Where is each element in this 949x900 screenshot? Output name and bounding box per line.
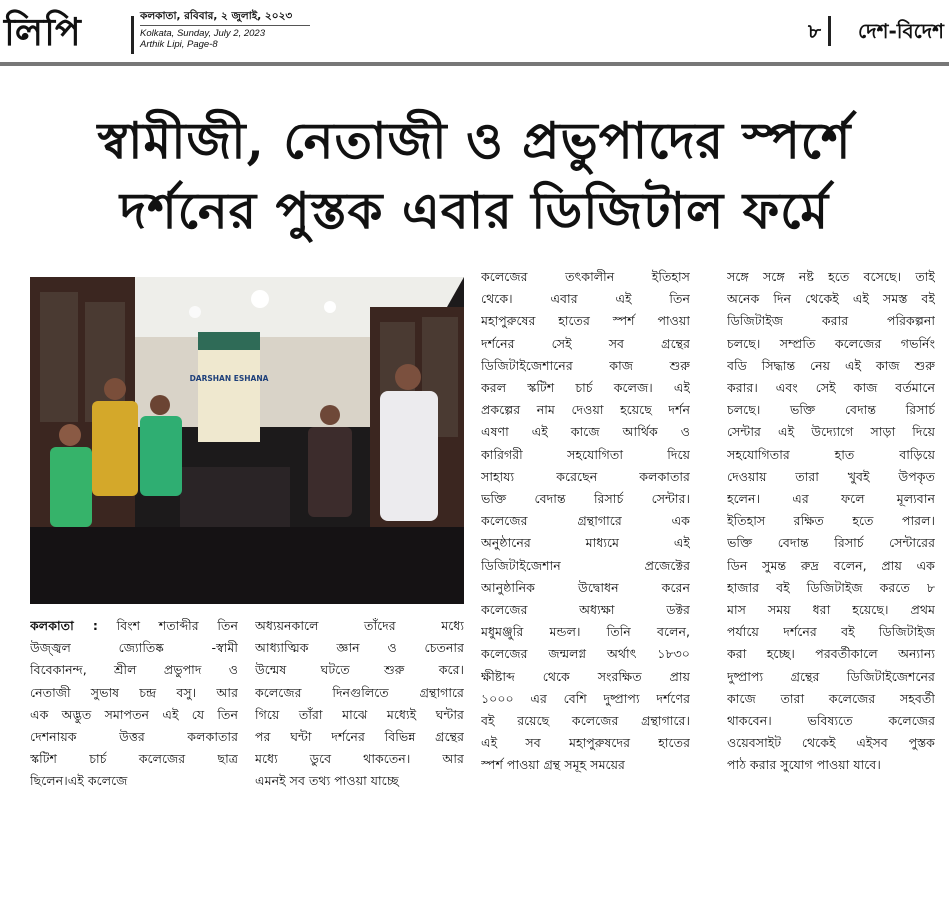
article-line: দর্শনের সেই সব গ্রন্থের — [481, 335, 690, 351]
article-line: স্পর্শ পাওয়া গ্রন্থ সমূহ সময়ের — [481, 757, 625, 773]
article-line: নেতাজী সুভাষ চন্দ্র বসু। আর — [30, 684, 238, 700]
article-line: থাকবেন। ভবিষ্যতে কলেজের — [727, 713, 935, 729]
article-line-text: বিংশ শতাব্দীর তিন — [116, 618, 238, 633]
news-photo — [30, 277, 464, 604]
article-line: ডিন সুমন্ত রুদ্র বলেন, প্রায় এক — [727, 557, 935, 573]
article-line: বিবেকানন্দ, শ্রীল প্রভুপাদ ও — [30, 662, 238, 678]
article-line: অধ্যয়নকালে তাঁদের মধ্যে — [255, 618, 464, 633]
article-line: মহাপুরুষের হাতের স্পর্শ পাওয়া — [481, 313, 690, 329]
article-line: পর ঘন্টা দর্শনের বিভিন্ন গ্রন্থের — [255, 729, 464, 745]
article-column-4 — [727, 266, 935, 777]
article-line: বই রয়েছে কলেজের গ্রন্থাগারে। — [481, 713, 690, 729]
article-line: উজ্জ্বল জ্যোতিষ্ক -স্বামী — [30, 640, 238, 656]
article-line: এই সব মহাপুরুষদের হাতের — [481, 735, 690, 751]
edition-date-english: Kolkata, Sunday, July 2, 2023 — [140, 28, 265, 39]
article-line: এমনই সব তথ্য পাওয়া যাচ্ছে — [255, 773, 399, 789]
article-line: কলেজের তৎকালীন ইতিহাস — [481, 269, 690, 284]
article-line: কলেজের গ্রন্থাগারে এক — [481, 513, 690, 529]
article-line: প্রকল্পের নাম দেওয়া হয়েছে দর্শন — [481, 402, 690, 418]
article-line: কলেজের অধ্যক্ষা ডক্টর — [481, 602, 690, 618]
article-line: দুষ্প্রাপ্য গ্রন্থের ডিজিটাইজেশনের — [727, 668, 935, 684]
headline-line-1: স্বামীজী, নেতাজী ও প্রভুপাদের স্পর্শে — [97, 111, 852, 170]
photo-banner-text: DARSHAN ESHANA — [189, 374, 269, 383]
article-line: চলছে। ভক্তি বেদান্ত রিসার্চ — [727, 402, 935, 418]
article-dateline: কলকাতা : — [30, 618, 98, 633]
article-line: অনেক দিন থেকেই এই সমস্ত বই — [727, 291, 935, 307]
article-line: এক অদ্ভুত সমাপতন এই যে তিন — [30, 706, 238, 722]
article-line: সহযোগিতার হাত বাড়িয়ে — [727, 446, 935, 462]
article-line: মধ্যে ডুবে থাকতেন। আর — [255, 751, 464, 767]
article-line: স্কটিশ চার্চ কলেজের ছাত্র — [30, 751, 238, 767]
article-line: হাজার বই ডিজিটাইজ করতে ৮ — [727, 579, 935, 595]
article-line: করল স্কটিশ চার্চ কলেজ। এই — [481, 380, 690, 396]
article-line: হলেন। এর ফলে মূল্যবান — [727, 491, 935, 507]
article-line: পর্যায়ে দর্শনের বই ডিজিটাইজ — [727, 624, 935, 640]
article-line: উন্মেষ ঘটতে শুরু করে। — [255, 662, 464, 678]
article-line: ছিলেন।এই কলেজে — [30, 773, 128, 789]
library-event-photo — [30, 277, 464, 604]
article-line: ভক্তি বেদান্ত রিসার্চ সেন্টার। — [481, 491, 690, 507]
article-line: কাজে তারা কলেজের সহবর্তী — [727, 690, 935, 706]
article-line: সেন্টার এই উদ্যোগে সাড়া দিয়ে — [727, 424, 935, 440]
article-line: ওয়েবসাইট থেকেই এইসব পুস্তক — [727, 735, 935, 751]
article-line: ডিজিটাইজেশান প্রজেক্টের — [481, 557, 690, 573]
article-line: করার। এবং সেই কাজ বর্তমানে — [727, 380, 935, 396]
headline-line-2: দর্শনের পুস্তক এবার ডিজিটাল ফর্মে — [119, 181, 830, 240]
article-line: আনুষ্ঠানিক উদ্বোধন করেন — [481, 579, 690, 595]
article-line: এষণা এই কাজে আর্থিক ও — [481, 424, 690, 440]
article-column-1 — [30, 615, 238, 793]
article-line: মাস সময় ধরা হয়েছে। প্রথম — [727, 602, 935, 618]
article-column-2 — [255, 615, 464, 793]
article-line: দেওয়ায় তারা খুবই উপকৃত — [727, 468, 935, 484]
article-line: করা হচ্ছে। পরবর্তীকালে অন্যান্য — [727, 646, 935, 662]
article-line: কারিগরী সহযোগিতা দিয়ে — [481, 446, 690, 462]
article-line — [30, 615, 238, 637]
article-line: সঙ্গে সঙ্গে নষ্ট হতে বসেছে। তাই — [727, 269, 935, 284]
edition-date-bengali: কলকাতা, রবিবার, ২ জুলাই, ২০২৩ — [140, 10, 310, 26]
article-line: চলছে। সম্প্রতি কলেজের গভর্নিং — [727, 335, 935, 351]
article-line: ক্ষীষ্টাব্দ থেকে সংরক্ষিত প্রায় — [481, 668, 690, 684]
article-line: থেকে। এবার এই তিন — [481, 291, 690, 307]
edition-page-ref: Arthik Lipi, Page-8 — [140, 39, 218, 50]
article-line: ডিজিটাইজেশানের কাজ শুরু — [481, 357, 690, 373]
article-line: পাঠ করার সুযোগ পাওয়া যাবে। — [727, 757, 881, 773]
article-line: ইতিহাস রক্ষিত হতে পারল। — [727, 513, 935, 529]
article-line: আধ্যাত্মিক জ্ঞান ও চেতনার — [255, 640, 464, 656]
masthead — [0, 0, 949, 66]
article-line: ভক্তি বেদান্ত রিসার্চ সেন্টারের — [727, 535, 935, 551]
newspaper-logo: লিপি — [4, 9, 82, 54]
article-line: ১০০০ এর বেশি দুষ্প্রাপ্য দর্শণের — [481, 690, 690, 706]
edition-info — [140, 10, 310, 50]
page-number: ৮ — [808, 19, 821, 43]
article-line: ডিজিটাইজ করার পরিকল্পনা — [727, 313, 935, 329]
article-line: অনুষ্ঠানের মাধ্যমে এই — [481, 535, 690, 551]
masthead-rule — [0, 62, 949, 66]
masthead-divider — [131, 16, 134, 54]
section-divider — [828, 16, 831, 46]
article-line: কলেজের দিনগুলিতে গ্রন্থাগারে — [255, 684, 464, 700]
section-title: দেশ-বিদেশ — [858, 19, 944, 43]
article-line: গিয়ে তাঁরা মাঝে মধ্যেই ঘন্টার — [255, 706, 464, 722]
article-line: সাহায্য করেছেন কলকাতার — [481, 468, 690, 484]
headline — [10, 106, 939, 246]
article-line: মধুমঞ্জুরি মন্ডল। তিনি বলেন, — [481, 624, 690, 640]
article-line: কলেজের জন্মলগ্ন অর্থাৎ ১৮৩০ — [481, 646, 690, 662]
article-column-3 — [481, 266, 690, 777]
article-line: বডি সিদ্ধান্ত নেয় এই কাজ শুরু — [727, 357, 935, 373]
article-line: দেশনায়ক উত্তর কলকাতার — [30, 729, 238, 745]
